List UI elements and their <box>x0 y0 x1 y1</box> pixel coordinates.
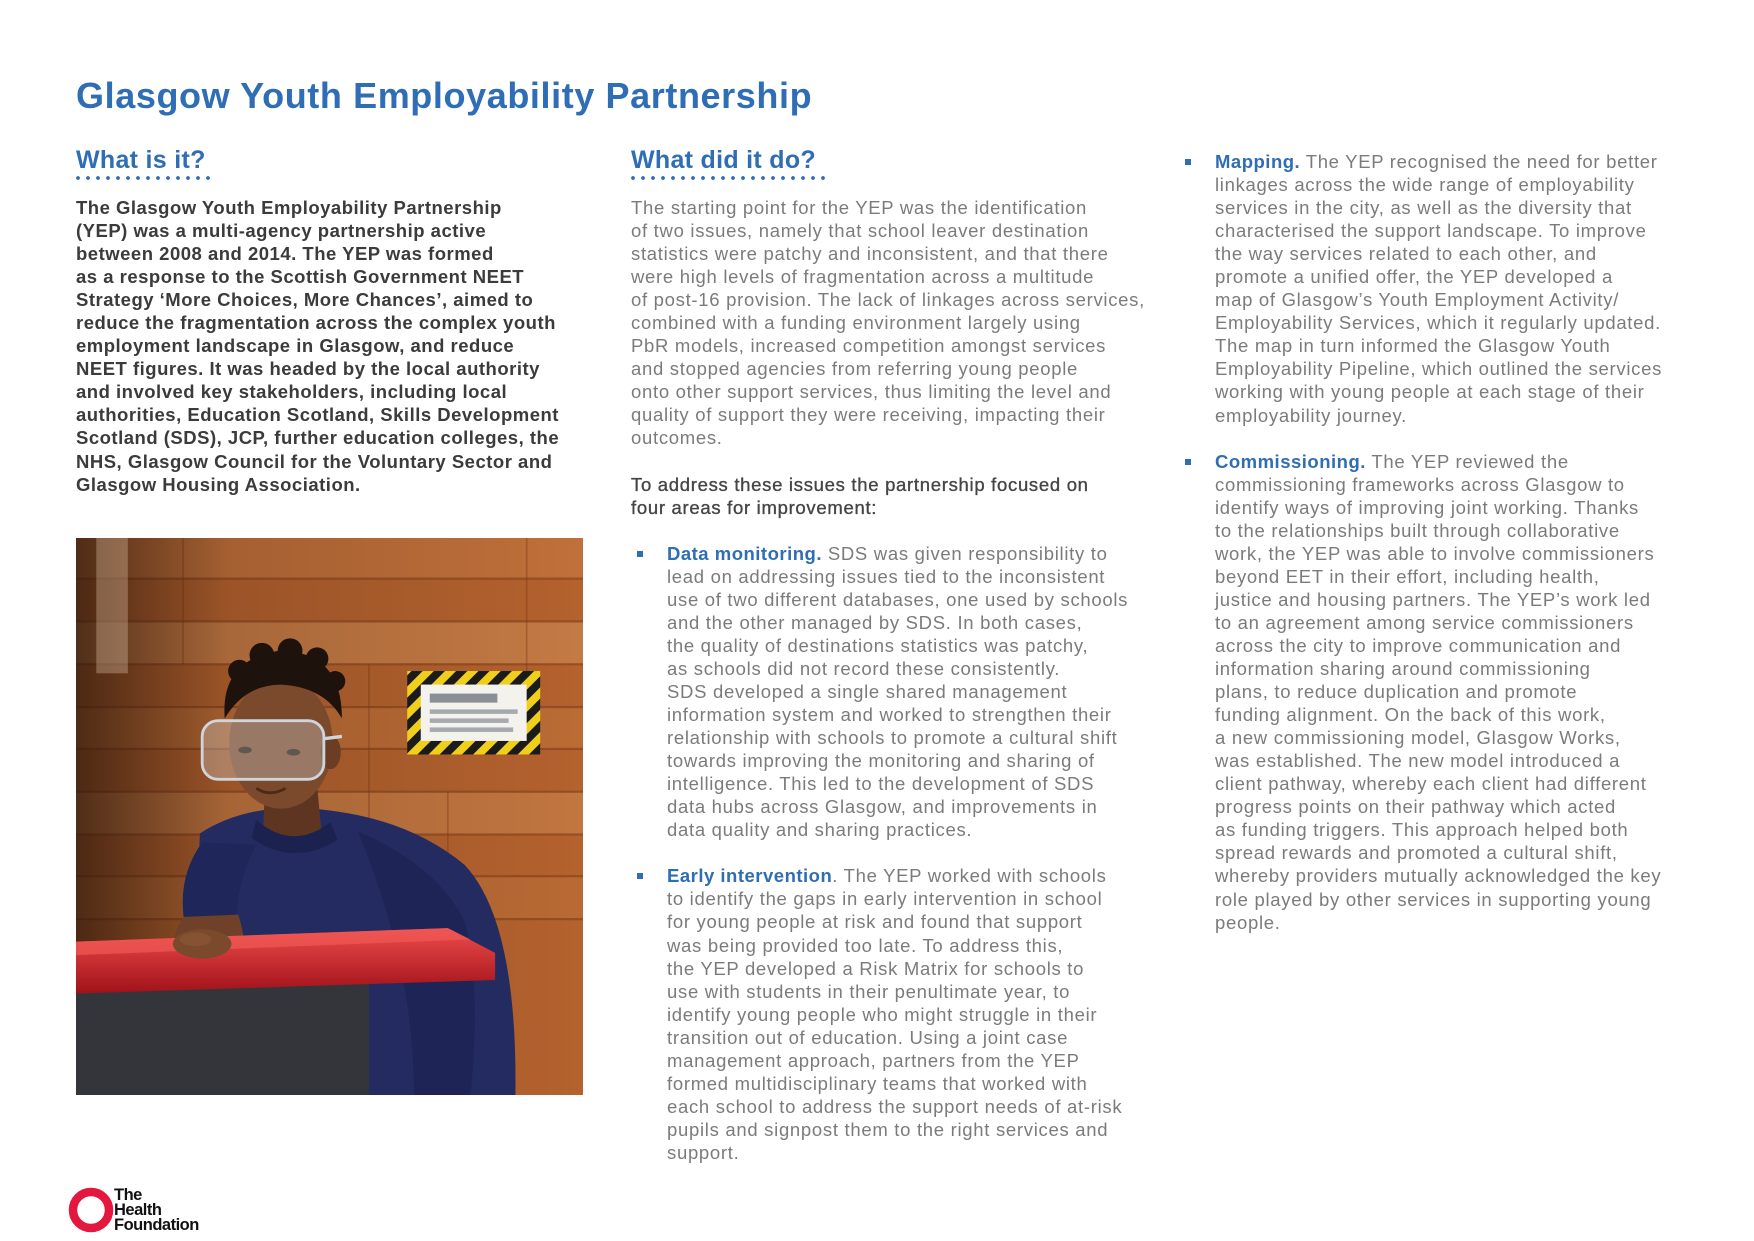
what-did-it-do-text <box>631 196 1145 1164</box>
text-line: combined with a funding environment largely using <box>631 312 1081 334</box>
text-line: reduce the fragmentation across the complex youth <box>76 312 556 334</box>
continued-bullets-section <box>1179 150 1719 934</box>
text-line: funding alignment. On the back of this work, <box>1215 704 1606 726</box>
text-line: working with young people at each stage of their <box>1215 381 1645 403</box>
text-line: use of two different databases, one used by schools <box>667 588 1129 610</box>
text-line: To address these issues the partnership focused on <box>631 473 1089 495</box>
bullet-text: . The YEP worked with schools <box>832 865 1107 887</box>
text-line: and stopped agencies from referring young people <box>631 358 1079 380</box>
text-line: SDS developed a single shared management <box>667 680 1068 702</box>
text-line: to an agreement among service commissioners <box>1215 611 1634 633</box>
logo-line: The <box>114 1186 142 1204</box>
bullet-text-lines <box>1215 473 1719 934</box>
text-line: towards improving the monitoring and sharing of <box>667 750 1095 772</box>
text-line: role played by other services in supporting young <box>1215 888 1652 910</box>
text-line: identify ways of improving joint working. Thanks <box>1215 496 1639 518</box>
text-line: services in the city, as well as the diversity that <box>1215 197 1632 219</box>
text-line: support. <box>667 1141 740 1163</box>
text-line: pupils and signpost them to the right services and <box>667 1118 1109 1140</box>
text-line: the way services related to each other, and <box>1215 243 1597 265</box>
text-line: outcomes. <box>631 427 723 449</box>
text-line: was being provided too late. To address this, <box>667 934 1064 956</box>
text-line: data quality and sharing practices. <box>667 819 973 841</box>
what-is-it-text <box>76 196 559 496</box>
text-line: Scotland (SDS), JCP, further education colleges, the <box>76 427 560 449</box>
text-line: client pathway, whereby each client had different <box>1215 773 1647 795</box>
text-line: information system and worked to strengthen their <box>667 704 1112 726</box>
text-line: NEET figures. It was headed by the local authority <box>76 358 540 380</box>
text-line: transition out of education. Using a joint case <box>667 1026 1069 1048</box>
text-line: and the other managed by SDS. In both cases, <box>667 611 1083 633</box>
text-line: people. <box>1215 911 1281 933</box>
logo-ring-icon <box>68 1187 114 1233</box>
text-line: plans, to reduce duplication and promote <box>1215 681 1578 703</box>
text-line: linkages across the wide range of employability <box>1215 174 1635 196</box>
bullet-square-icon <box>1185 159 1191 165</box>
text-line: statistics were patchy and inconsistent, and that there <box>631 243 1109 265</box>
text-line: Glasgow Housing Association. <box>76 473 361 495</box>
bullet-square-icon <box>637 873 643 879</box>
text-line: to identify the gaps in early intervention in school <box>667 888 1103 910</box>
text-line: lead on addressing issues tied to the inconsistent <box>667 565 1106 587</box>
text-line: as schools did not record these consistently. <box>667 657 1061 679</box>
page-title: Glasgow Youth Employability Partnership <box>76 75 813 116</box>
text-line: spread rewards and promoted a cultural shift, <box>1215 842 1618 864</box>
text-line: as a response to the Scottish Government NEET <box>76 266 525 288</box>
text-line: between 2008 and 2014. The YEP was formed <box>76 243 494 265</box>
text-line: Strategy ‘More Choices, More Chances’, aimed to <box>76 289 534 311</box>
bullet-first-line <box>1215 450 1719 473</box>
heading-dotted-underline <box>76 176 212 180</box>
bullet-text-lines <box>667 887 1145 1164</box>
bullet-text: The YEP recognised the need for better <box>1300 151 1658 172</box>
text-line: of post-16 provision. The lack of linkages across services, <box>631 289 1145 311</box>
text-line: were high levels of fragmentation across a multitude <box>631 266 1095 288</box>
logo-line: Health <box>114 1201 162 1219</box>
text-line: onto other support services, thus limiting the level and <box>631 381 1112 403</box>
text-line: PbR models, increased competition amongst services <box>631 335 1107 357</box>
bullet-early-intervention <box>631 864 1145 1164</box>
bullet-data-monitoring <box>631 542 1145 842</box>
text-line: data hubs across Glasgow, and improvements in <box>667 796 1098 818</box>
text-line: Employability Pipeline, which outlined the services <box>1215 358 1663 380</box>
text-line: justice and housing partners. The YEP’s work led <box>1215 588 1651 610</box>
text-line: each school to address the support needs of at-risk <box>667 1095 1123 1117</box>
text-line: was established. The new model introduced a <box>1215 750 1621 772</box>
text-line: formed multidisciplinary teams that worked with <box>667 1072 1088 1094</box>
text-line: The starting point for the YEP was the identification <box>631 197 1087 218</box>
bullet-label: Commissioning. <box>1215 450 1366 472</box>
intro-paragraph <box>631 196 1145 450</box>
bullet-text-lines <box>1215 173 1719 427</box>
text-line: commissioning frameworks across Glasgow to <box>1215 473 1625 495</box>
health-foundation-logo-text <box>114 1188 199 1233</box>
text-line: the quality of destinations statistics was patchy, <box>667 634 1089 656</box>
text-line: and involved key stakeholders, including local <box>76 381 508 403</box>
text-line: The map in turn informed the Glasgow Youth <box>1215 335 1611 357</box>
workshop-photo <box>76 538 583 1095</box>
text-line: employability journey. <box>1215 404 1407 426</box>
bullet-text-lines <box>667 565 1145 842</box>
text-line: characterised the support landscape. To improve <box>1215 220 1647 242</box>
what-is-it-heading: What is it? <box>76 146 206 174</box>
text-line: the YEP developed a Risk Matrix for schools to <box>667 957 1085 979</box>
text-line: NHS, Glasgow Council for the Voluntary Sector and <box>76 450 553 472</box>
bullet-first-line <box>667 542 1145 565</box>
text-line: a new commissioning model, Glasgow Works, <box>1215 727 1621 749</box>
bullet-label: Data monitoring. <box>667 542 822 564</box>
text-line: whereby providers mutually acknowledged the key <box>1215 865 1662 887</box>
bullet-first-line <box>667 864 1145 887</box>
text-line: Employability Services, which it regularly updated. <box>1215 312 1661 334</box>
bullet-first-line <box>1215 150 1719 173</box>
photo-hazard-sign <box>407 671 540 754</box>
text-line: promote a unified offer, the YEP developed a <box>1215 266 1613 288</box>
bullet-label: Early intervention <box>667 865 833 887</box>
text-line: progress points on their pathway which acted <box>1215 796 1617 818</box>
what-did-it-do-heading: What did it do? <box>631 146 817 174</box>
text-line: intelligence. This led to the development of SDS <box>667 773 1095 795</box>
text-line: authorities, Education Scotland, Skills Development <box>76 404 559 426</box>
bullet-commissioning <box>1179 450 1719 934</box>
logo-line: Foundation <box>114 1216 199 1234</box>
text-line: four areas for improvement: <box>631 496 878 518</box>
text-line: across the city to improve communication and <box>1215 634 1622 656</box>
heading-dotted-underline <box>631 176 825 180</box>
text-line: as funding triggers. This approach helped both <box>1215 819 1629 841</box>
bullet-label: Mapping. <box>1215 151 1301 172</box>
text-line: (YEP) was a multi-agency partnership active <box>76 220 487 242</box>
text-line: of two issues, namely that school leaver destination <box>631 220 1090 242</box>
text-line: use with students in their penultimate year, to <box>667 980 1071 1002</box>
text-line: to the relationships built through collaborative <box>1215 519 1620 541</box>
text-line: map of Glasgow’s Youth Employment Activity/ <box>1215 289 1620 311</box>
text-line: employment landscape in Glasgow, and reduce <box>76 335 515 357</box>
text-line: management approach, partners from the YEP <box>667 1049 1080 1071</box>
bullet-text: SDS was given responsibility to <box>821 542 1108 564</box>
focus-paragraph <box>631 473 1145 519</box>
text-line: The Glasgow Youth Employability Partnership <box>76 197 502 218</box>
text-line: work, the YEP was able to involve commissioners <box>1215 542 1655 564</box>
bullet-mapping <box>1179 150 1719 427</box>
text-line: information sharing around commissioning <box>1215 658 1591 680</box>
bullet-square-icon <box>637 551 643 557</box>
bullet-square-icon <box>1185 459 1191 465</box>
bullet-text: The YEP reviewed the <box>1365 450 1569 472</box>
text-line: identify young people who might struggle in their <box>667 1003 1098 1025</box>
text-line: for young people at risk and found that support <box>667 911 1083 933</box>
text-line: quality of support they were receiving, impacting their <box>631 404 1106 426</box>
text-line: beyond EET in their effort, including health, <box>1215 565 1600 587</box>
text-line: relationship with schools to promote a cultural shift <box>667 727 1118 749</box>
